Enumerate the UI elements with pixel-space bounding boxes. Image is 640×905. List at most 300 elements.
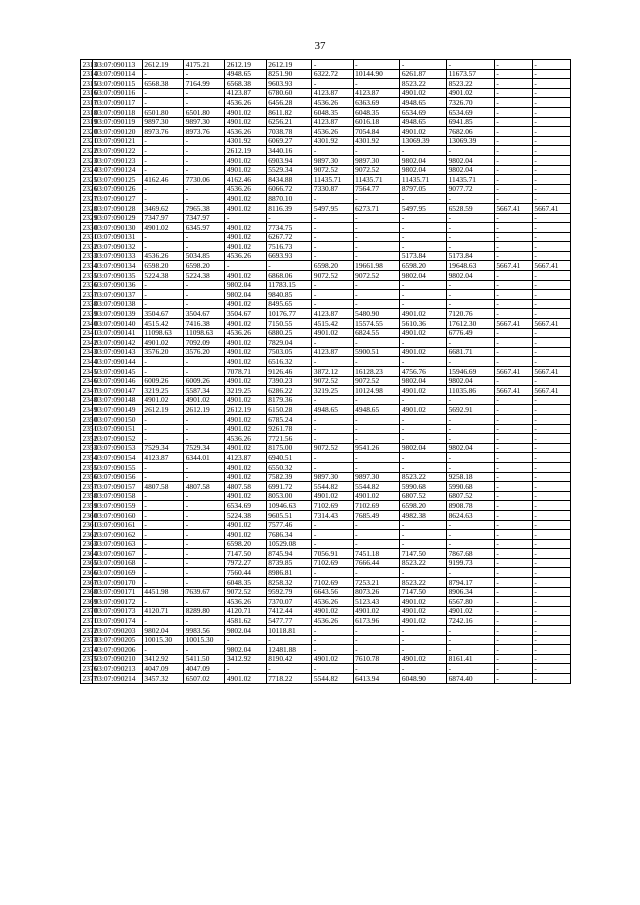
- row-index-cell: 2376: [82, 664, 98, 673]
- value-cell: 6598.20: [400, 261, 447, 271]
- value-cell: 8745.94: [266, 549, 312, 559]
- row-index-cell: 2349: [82, 404, 98, 414]
- value-cell: -: [353, 520, 400, 530]
- value-cell: 4948.65: [353, 405, 400, 415]
- row-id-cell: 03:07:090158: [92, 491, 142, 501]
- value-cell: -: [494, 376, 532, 386]
- value-cell: 7734.75: [266, 223, 312, 233]
- row-id-cell: 03:07:090135: [92, 271, 142, 281]
- value-cell: 4901.02: [225, 319, 266, 329]
- value-cell: 5900.51: [353, 347, 400, 357]
- value-cell: 4515.42: [312, 319, 353, 329]
- value-cell: 6643.56: [312, 587, 353, 597]
- value-cell: -: [532, 654, 570, 664]
- value-cell: -: [312, 194, 353, 204]
- value-cell: 5173.84: [400, 251, 447, 261]
- value-cell: 4901.02: [225, 357, 266, 367]
- value-cell: 4901.02: [142, 395, 183, 405]
- value-cell: -: [142, 549, 183, 559]
- value-cell: 4807.58: [142, 482, 183, 492]
- value-cell: 4948.65: [400, 117, 447, 127]
- value-cell: 6534.69: [400, 107, 447, 117]
- value-cell: -: [494, 395, 532, 405]
- table-row: [81, 165, 571, 175]
- row-index-cell: 2374: [82, 644, 98, 654]
- value-cell: 7610.78: [353, 654, 400, 664]
- value-cell: 3412.92: [225, 654, 266, 664]
- value-cell: -: [494, 472, 532, 482]
- value-cell: 6048.35: [312, 107, 353, 117]
- value-cell: 7102.69: [353, 501, 400, 511]
- value-cell: 3440.16: [266, 146, 312, 156]
- table-row: [81, 280, 571, 290]
- value-cell: -: [312, 462, 353, 472]
- value-cell: 4901.02: [400, 405, 447, 415]
- value-cell: -: [266, 635, 312, 645]
- value-cell: 4948.65: [400, 98, 447, 108]
- row-id-cell: 03:07:090171: [92, 587, 142, 597]
- table-row: [81, 549, 571, 559]
- value-cell: 4901.02: [225, 117, 266, 127]
- value-cell: 4901.02: [225, 472, 266, 482]
- table-row: [81, 347, 571, 357]
- row-id-cell: 03:07:090143: [92, 347, 142, 357]
- value-cell: 4536.26: [225, 251, 266, 261]
- value-cell: 3457.32: [142, 674, 183, 684]
- row-id-cell: 03:07:090205: [92, 635, 142, 645]
- value-cell: -: [532, 472, 570, 482]
- value-cell: 7682.06: [447, 127, 495, 137]
- value-cell: 11783.15: [266, 280, 312, 290]
- value-cell: 4536.26: [142, 251, 183, 261]
- value-cell: 9605.51: [266, 510, 312, 520]
- value-cell: 5667.41: [532, 319, 570, 329]
- value-cell: 4123.87: [312, 88, 353, 98]
- value-cell: -: [494, 568, 532, 578]
- value-cell: 4901.02: [142, 223, 183, 233]
- value-cell: 4536.26: [312, 98, 353, 108]
- value-cell: 4120.71: [142, 606, 183, 616]
- row-id-cell: 03:07:090128: [92, 203, 142, 213]
- value-cell: 5497.95: [312, 203, 353, 213]
- value-cell: 6807.52: [400, 491, 447, 501]
- value-cell: -: [142, 520, 183, 530]
- row-index-cell: 2314: [82, 69, 98, 79]
- value-cell: 3219.25: [142, 386, 183, 396]
- value-cell: 2612.19: [225, 405, 266, 415]
- table-row: [81, 290, 571, 300]
- value-cell: 4901.02: [400, 328, 447, 338]
- row-index-cell: 2341: [82, 328, 98, 338]
- table-row: [81, 175, 571, 185]
- value-cell: 8739.85: [266, 558, 312, 568]
- value-cell: 11098.63: [142, 328, 183, 338]
- value-cell: -: [494, 482, 532, 492]
- value-cell: -: [142, 491, 183, 501]
- value-cell: -: [142, 232, 183, 242]
- value-cell: 7314.43: [312, 510, 353, 520]
- value-cell: -: [353, 60, 400, 70]
- row-index-cell: 2352: [82, 433, 98, 443]
- value-cell: 6413.94: [353, 674, 400, 684]
- value-cell: -: [494, 501, 532, 511]
- row-index-cell: 2338: [82, 299, 98, 309]
- value-cell: -: [447, 539, 495, 549]
- table-row: [81, 299, 571, 309]
- value-cell: -: [184, 501, 225, 511]
- value-cell: -: [447, 357, 495, 367]
- value-cell: -: [494, 155, 532, 165]
- value-cell: 4901.02: [225, 242, 266, 252]
- table-row: [81, 578, 571, 588]
- value-cell: -: [447, 280, 495, 290]
- row-id-cell: 03:07:090159: [92, 501, 142, 511]
- value-cell: -: [494, 520, 532, 530]
- value-cell: 4901.02: [400, 309, 447, 319]
- value-cell: 7529.34: [184, 443, 225, 453]
- value-cell: 6598.20: [142, 261, 183, 271]
- value-cell: -: [532, 347, 570, 357]
- table-row: [81, 414, 571, 424]
- row-id-cell: 03:07:090149: [92, 405, 142, 415]
- value-cell: -: [494, 405, 532, 415]
- table-row: [81, 434, 571, 444]
- row-id-cell: 03:07:090150: [92, 414, 142, 424]
- value-cell: -: [184, 578, 225, 588]
- value-cell: -: [353, 232, 400, 242]
- row-index-cell: 2331: [82, 232, 98, 242]
- row-id-cell: 03:07:090119: [92, 117, 142, 127]
- value-cell: -: [494, 414, 532, 424]
- row-id-cell: 03:07:090113: [92, 60, 142, 70]
- value-cell: -: [400, 232, 447, 242]
- table-row: [81, 251, 571, 261]
- row-index-cell: 2375: [82, 654, 98, 664]
- value-cell: 6048.35: [225, 578, 266, 588]
- table-row: [81, 443, 571, 453]
- value-cell: 7326.70: [447, 98, 495, 108]
- value-cell: -: [494, 510, 532, 520]
- value-cell: 7147.50: [400, 587, 447, 597]
- value-cell: 5667.41: [494, 367, 532, 377]
- value-cell: 8053.00: [266, 491, 312, 501]
- value-cell: -: [142, 539, 183, 549]
- value-cell: -: [532, 520, 570, 530]
- value-cell: -: [184, 645, 225, 655]
- row-index-cell: 2364: [82, 548, 98, 558]
- value-cell: 6009.26: [142, 376, 183, 386]
- value-cell: 6598.20: [225, 539, 266, 549]
- value-cell: -: [400, 520, 447, 530]
- table-row: [81, 635, 571, 645]
- value-cell: -: [400, 280, 447, 290]
- value-cell: 5610.36: [400, 319, 447, 329]
- row-id-cell: 03:07:090116: [92, 88, 142, 98]
- value-cell: -: [494, 223, 532, 233]
- row-index-cell: 2332: [82, 241, 98, 251]
- value-cell: -: [494, 271, 532, 281]
- value-cell: 8495.65: [266, 299, 312, 309]
- row-id-cell: 03:07:090156: [92, 472, 142, 482]
- value-cell: 9072.52: [353, 165, 400, 175]
- value-cell: -: [142, 357, 183, 367]
- row-id-cell: 03:07:090126: [92, 184, 142, 194]
- value-cell: -: [447, 290, 495, 300]
- value-cell: 6322.72: [312, 69, 353, 79]
- value-cell: -: [532, 213, 570, 223]
- row-id-cell: 03:07:090134: [92, 261, 142, 271]
- value-cell: 9802.04: [447, 443, 495, 453]
- table-row: [81, 616, 571, 626]
- value-cell: 7054.84: [353, 127, 400, 137]
- value-cell: 11435.71: [400, 175, 447, 185]
- value-cell: -: [494, 645, 532, 655]
- value-cell: -: [532, 328, 570, 338]
- value-cell: 4123.87: [312, 117, 353, 127]
- value-cell: -: [532, 587, 570, 597]
- value-cell: -: [184, 165, 225, 175]
- value-cell: -: [142, 578, 183, 588]
- row-id-cell: 03:07:090120: [92, 127, 142, 137]
- row-index-cell: 2321: [82, 136, 98, 146]
- value-cell: 6940.51: [266, 453, 312, 463]
- value-cell: 4536.26: [312, 616, 353, 626]
- value-cell: -: [312, 79, 353, 89]
- value-cell: 3504.67: [142, 309, 183, 319]
- value-cell: -: [142, 597, 183, 607]
- table-row: [81, 568, 571, 578]
- value-cell: 8258.32: [266, 578, 312, 588]
- value-cell: -: [494, 328, 532, 338]
- value-cell: 7972.27: [225, 558, 266, 568]
- value-cell: -: [400, 645, 447, 655]
- value-cell: -: [312, 146, 353, 156]
- value-cell: 11435.71: [312, 175, 353, 185]
- row-id-cell: 03:07:090160: [92, 510, 142, 520]
- value-cell: -: [184, 491, 225, 501]
- value-cell: 3219.25: [225, 386, 266, 396]
- page-number: 37: [314, 40, 326, 52]
- row-id-cell: 03:07:090163: [92, 539, 142, 549]
- value-cell: 8906.34: [447, 587, 495, 597]
- value-cell: 4123.87: [353, 88, 400, 98]
- value-cell: 5480.90: [353, 309, 400, 319]
- table-row: [81, 386, 571, 396]
- value-cell: -: [447, 194, 495, 204]
- value-cell: 8523.22: [400, 578, 447, 588]
- value-cell: -: [353, 645, 400, 655]
- value-cell: -: [532, 338, 570, 348]
- value-cell: 4901.02: [225, 338, 266, 348]
- row-id-cell: 03:07:090130: [92, 223, 142, 233]
- row-index-cell: 2326: [82, 184, 98, 194]
- value-cell: 8870.10: [266, 194, 312, 204]
- value-cell: 11035.86: [447, 386, 495, 396]
- value-cell: -: [184, 299, 225, 309]
- value-cell: -: [142, 165, 183, 175]
- value-cell: 6534.69: [447, 107, 495, 117]
- value-cell: -: [447, 338, 495, 348]
- value-cell: -: [400, 424, 447, 434]
- value-cell: -: [494, 136, 532, 146]
- value-cell: 4451.98: [142, 587, 183, 597]
- row-id-cell: 03:07:090153: [92, 443, 142, 453]
- value-cell: 7718.22: [266, 674, 312, 684]
- value-cell: -: [142, 616, 183, 626]
- value-cell: 6363.69: [353, 98, 400, 108]
- value-cell: -: [532, 69, 570, 79]
- value-cell: 9802.04: [142, 626, 183, 636]
- value-cell: 9802.04: [400, 271, 447, 281]
- value-cell: -: [532, 357, 570, 367]
- value-cell: 8797.05: [400, 184, 447, 194]
- value-cell: -: [532, 136, 570, 146]
- value-cell: 4901.02: [447, 88, 495, 98]
- value-cell: -: [532, 184, 570, 194]
- value-cell: 6256.21: [266, 117, 312, 127]
- value-cell: -: [447, 242, 495, 252]
- value-cell: -: [312, 626, 353, 636]
- row-index-cell: 2313: [82, 59, 98, 69]
- value-cell: 6780.60: [266, 88, 312, 98]
- value-cell: 5224.38: [142, 271, 183, 281]
- value-cell: -: [312, 424, 353, 434]
- table-row: [81, 453, 571, 463]
- value-cell: -: [312, 213, 353, 223]
- value-cell: -: [532, 107, 570, 117]
- value-cell: 3219.25: [312, 386, 353, 396]
- value-cell: 9077.72: [447, 184, 495, 194]
- value-cell: 4536.26: [225, 434, 266, 444]
- value-cell: -: [142, 510, 183, 520]
- value-cell: -: [447, 462, 495, 472]
- value-cell: -: [353, 539, 400, 549]
- value-cell: -: [494, 184, 532, 194]
- value-cell: -: [184, 280, 225, 290]
- value-cell: 7867.68: [447, 549, 495, 559]
- value-cell: -: [494, 117, 532, 127]
- row-index-cell: 2369: [82, 596, 98, 606]
- value-cell: 8289.80: [184, 606, 225, 616]
- value-cell: 6776.49: [447, 328, 495, 338]
- row-id-cell: 03:07:090125: [92, 175, 142, 185]
- value-cell: 4047.09: [184, 664, 225, 674]
- value-cell: -: [447, 568, 495, 578]
- value-cell: -: [494, 443, 532, 453]
- value-cell: -: [494, 299, 532, 309]
- table-row: [81, 510, 571, 520]
- value-cell: -: [353, 395, 400, 405]
- value-cell: -: [494, 635, 532, 645]
- value-cell: 15574.55: [353, 319, 400, 329]
- value-cell: 9802.04: [225, 280, 266, 290]
- value-cell: -: [266, 261, 312, 271]
- value-cell: -: [532, 530, 570, 540]
- row-index-cell: 2334: [82, 261, 98, 271]
- value-cell: -: [312, 520, 353, 530]
- value-cell: 7730.06: [184, 175, 225, 185]
- value-cell: 4901.02: [400, 597, 447, 607]
- value-cell: 4807.58: [184, 482, 225, 492]
- value-cell: -: [494, 462, 532, 472]
- value-cell: -: [494, 664, 532, 674]
- value-cell: -: [184, 530, 225, 540]
- value-cell: 5497.95: [400, 203, 447, 213]
- value-cell: 11435.71: [353, 175, 400, 185]
- row-id-cell: 03:07:090206: [92, 645, 142, 655]
- value-cell: -: [312, 664, 353, 674]
- table-row: [81, 203, 571, 213]
- value-cell: -: [353, 242, 400, 252]
- value-cell: -: [142, 568, 183, 578]
- row-index-cell: 2345: [82, 366, 98, 376]
- value-cell: 4901.02: [225, 194, 266, 204]
- value-cell: 6173.96: [353, 616, 400, 626]
- row-index-cell: 2373: [82, 635, 98, 645]
- value-cell: -: [494, 242, 532, 252]
- value-cell: -: [184, 520, 225, 530]
- value-cell: -: [494, 424, 532, 434]
- value-cell: -: [494, 146, 532, 156]
- value-cell: -: [532, 127, 570, 137]
- value-cell: -: [494, 434, 532, 444]
- value-cell: -: [353, 434, 400, 444]
- value-cell: -: [353, 635, 400, 645]
- value-cell: 5587.34: [184, 386, 225, 396]
- value-cell: -: [494, 549, 532, 559]
- value-cell: -: [184, 232, 225, 242]
- value-cell: -: [494, 98, 532, 108]
- value-cell: -: [312, 290, 353, 300]
- row-index-cell: 2365: [82, 558, 98, 568]
- row-id-cell: 03:07:090157: [92, 482, 142, 492]
- table-row: [81, 338, 571, 348]
- value-cell: -: [532, 299, 570, 309]
- value-cell: -: [142, 414, 183, 424]
- value-cell: 15946.69: [447, 367, 495, 377]
- table-row: [81, 242, 571, 252]
- row-index-cell: 2316: [82, 88, 98, 98]
- value-cell: 13069.39: [447, 136, 495, 146]
- value-cell: 7564.77: [353, 184, 400, 194]
- value-cell: -: [142, 645, 183, 655]
- value-cell: -: [142, 136, 183, 146]
- value-cell: -: [532, 482, 570, 492]
- row-id-cell: 03:07:090141: [92, 328, 142, 338]
- value-cell: -: [353, 338, 400, 348]
- value-cell: 4901.02: [225, 203, 266, 213]
- value-cell: -: [142, 558, 183, 568]
- row-id-cell: 03:07:090137: [92, 290, 142, 300]
- value-cell: -: [184, 616, 225, 626]
- value-cell: -: [142, 424, 183, 434]
- value-cell: -: [400, 568, 447, 578]
- row-id-cell: 03:07:090170: [92, 578, 142, 588]
- value-cell: 4901.02: [225, 520, 266, 530]
- value-cell: 7330.87: [312, 184, 353, 194]
- table-row: [81, 60, 571, 70]
- value-cell: -: [494, 60, 532, 70]
- row-id-cell: 03:07:090115: [92, 79, 142, 89]
- value-cell: -: [532, 501, 570, 511]
- value-cell: -: [184, 597, 225, 607]
- value-cell: 3412.92: [142, 654, 183, 664]
- value-cell: -: [494, 616, 532, 626]
- value-cell: 5224.38: [225, 510, 266, 520]
- row-id-cell: 03:07:090142: [92, 338, 142, 348]
- value-cell: 9802.04: [447, 155, 495, 165]
- value-cell: 9072.52: [312, 376, 353, 386]
